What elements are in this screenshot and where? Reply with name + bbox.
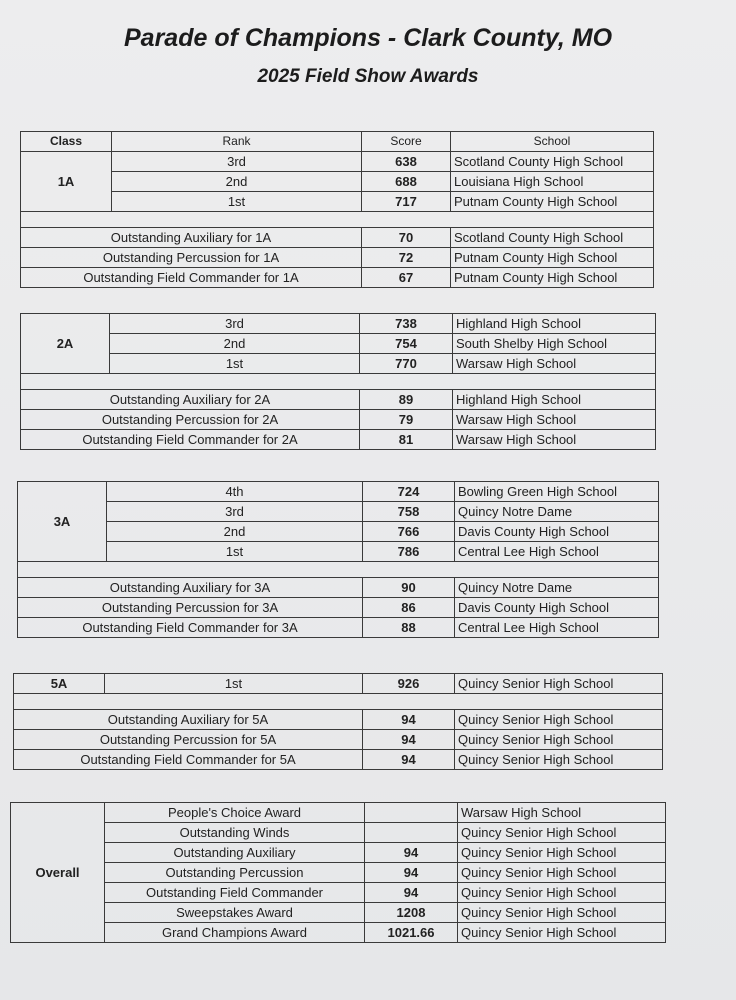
award-name-cell: Outstanding Percussion for 1A (21, 248, 362, 268)
table-row (21, 430, 656, 450)
header-class: Class (21, 132, 112, 152)
school-cell: Quincy Senior High School (458, 923, 666, 943)
award-name-cell: Outstanding Field Commander for 1A (21, 268, 362, 288)
score-cell: 766 (363, 522, 455, 542)
rank-cell: 2nd (110, 334, 360, 354)
rank-cell: 1st (112, 192, 362, 212)
table-row (14, 730, 663, 750)
award-name-cell: Outstanding Winds (105, 823, 365, 843)
table-row (18, 542, 659, 562)
table-1a (20, 131, 654, 288)
school-cell: Scotland County High School (451, 228, 654, 248)
school-cell: Putnam County High School (451, 268, 654, 288)
school-cell: Quincy Senior High School (458, 903, 666, 923)
table-row (21, 314, 656, 334)
table-row (11, 883, 666, 903)
school-cell: Highland High School (453, 390, 656, 410)
table-2a (20, 313, 656, 450)
table-row (18, 522, 659, 542)
award-name-cell: Outstanding Percussion for 5A (14, 730, 363, 750)
school-cell: Quincy Senior High School (455, 730, 663, 750)
award-name-cell: Outstanding Percussion for 2A (21, 410, 360, 430)
table-row (21, 268, 654, 288)
page-title: Parade of Champions - Clark County, MO (123, 24, 613, 52)
school-cell: Quincy Senior High School (455, 710, 663, 730)
score-cell: 86 (363, 598, 455, 618)
table-row (21, 152, 654, 172)
school-cell: Quincy Senior High School (458, 883, 666, 903)
score-cell: 717 (362, 192, 451, 212)
class-label: 2A (21, 314, 110, 374)
school-cell: Warsaw High School (453, 430, 656, 450)
rank-cell: 4th (107, 482, 363, 502)
school-cell: Quincy Notre Dame (455, 578, 659, 598)
score-cell: 94 (365, 883, 458, 903)
school-cell: Warsaw High School (453, 410, 656, 430)
school-cell: Bowling Green High School (455, 482, 659, 502)
school-cell: Scotland County High School (451, 152, 654, 172)
table-row (18, 502, 659, 522)
table-5a (13, 673, 663, 770)
award-name-cell: Outstanding Field Commander for 2A (21, 430, 360, 450)
school-cell: Putnam County High School (451, 192, 654, 212)
award-name-cell: Outstanding Auxiliary (105, 843, 365, 863)
class-label: 3A (18, 482, 107, 562)
score-cell: 90 (363, 578, 455, 598)
spacer-cell (18, 562, 659, 578)
header-score: Score (362, 132, 451, 152)
school-cell: Warsaw High School (458, 803, 666, 823)
table-row (18, 598, 659, 618)
spacer-cell (14, 694, 663, 710)
table-row (18, 482, 659, 502)
score-cell: 67 (362, 268, 451, 288)
table-row (11, 843, 666, 863)
table-row (18, 578, 659, 598)
score-cell: 94 (363, 750, 455, 770)
award-name-cell: Outstanding Auxiliary for 3A (18, 578, 363, 598)
school-cell: Highland High School (453, 314, 656, 334)
award-name-cell: Sweepstakes Award (105, 903, 365, 923)
score-cell: 81 (360, 430, 453, 450)
score-cell: 688 (362, 172, 451, 192)
class-label: 1A (21, 152, 112, 212)
table-row (21, 390, 656, 410)
award-name-cell: Grand Champions Award (105, 923, 365, 943)
table-row (18, 618, 659, 638)
class-label: 5A (14, 674, 105, 694)
header-row (21, 132, 654, 152)
spacer-row (18, 562, 659, 578)
score-cell: 926 (363, 674, 455, 694)
school-cell: South Shelby High School (453, 334, 656, 354)
table-row (11, 823, 666, 843)
school-cell: Quincy Notre Dame (455, 502, 659, 522)
score-cell: 70 (362, 228, 451, 248)
table-row (11, 923, 666, 943)
score-cell: 89 (360, 390, 453, 410)
rank-cell: 1st (110, 354, 360, 374)
award-name-cell: Outstanding Percussion (105, 863, 365, 883)
school-cell: Louisiana High School (451, 172, 654, 192)
school-cell: Quincy Senior High School (458, 863, 666, 883)
spacer-row (14, 694, 663, 710)
score-cell: 754 (360, 334, 453, 354)
award-name-cell: Outstanding Auxiliary for 2A (21, 390, 360, 410)
table-row (11, 863, 666, 883)
page-subtitle: 2025 Field Show Awards (257, 66, 479, 87)
school-cell: Davis County High School (455, 598, 659, 618)
table-row (14, 750, 663, 770)
score-cell (365, 803, 458, 823)
score-cell: 88 (363, 618, 455, 638)
award-name-cell: People's Choice Award (105, 803, 365, 823)
rank-cell: 1st (107, 542, 363, 562)
score-cell: 94 (365, 863, 458, 883)
score-cell (365, 823, 458, 843)
table-row (14, 710, 663, 730)
spacer-row (21, 212, 654, 228)
table-row (21, 248, 654, 268)
score-cell: 638 (362, 152, 451, 172)
table-row (11, 803, 666, 823)
school-cell: Davis County High School (455, 522, 659, 542)
score-cell: 758 (363, 502, 455, 522)
school-cell: Quincy Senior High School (458, 823, 666, 843)
award-name-cell: Outstanding Auxiliary for 1A (21, 228, 362, 248)
table-row (21, 172, 654, 192)
rank-cell: 2nd (112, 172, 362, 192)
header-rank: Rank (112, 132, 362, 152)
award-name-cell: Outstanding Auxiliary for 5A (14, 710, 363, 730)
table-row (14, 674, 663, 694)
school-cell: Central Lee High School (455, 542, 659, 562)
score-cell: 786 (363, 542, 455, 562)
rank-cell: 2nd (107, 522, 363, 542)
spacer-row (21, 374, 656, 390)
table-3a (17, 481, 659, 638)
table-row (11, 903, 666, 923)
award-name-cell: Outstanding Field Commander for 3A (18, 618, 363, 638)
table-row (21, 192, 654, 212)
award-name-cell: Outstanding Field Commander (105, 883, 365, 903)
score-cell: 724 (363, 482, 455, 502)
table-row (21, 410, 656, 430)
score-cell: 738 (360, 314, 453, 334)
score-cell: 72 (362, 248, 451, 268)
rank-cell: 3rd (110, 314, 360, 334)
rank-cell: 3rd (112, 152, 362, 172)
header-school: School (451, 132, 654, 152)
award-name-cell: Outstanding Field Commander for 5A (14, 750, 363, 770)
school-cell: Quincy Senior High School (455, 674, 663, 694)
score-cell: 1208 (365, 903, 458, 923)
spacer-cell (21, 374, 656, 390)
table-row (21, 334, 656, 354)
score-cell: 770 (360, 354, 453, 374)
school-cell: Quincy Senior High School (458, 843, 666, 863)
score-cell: 1021.66 (365, 923, 458, 943)
score-cell: 94 (363, 710, 455, 730)
spacer-cell (21, 212, 654, 228)
overall-label: Overall (11, 803, 105, 943)
school-cell: Quincy Senior High School (455, 750, 663, 770)
table-row (21, 354, 656, 374)
school-cell: Putnam County High School (451, 248, 654, 268)
score-cell: 79 (360, 410, 453, 430)
rank-cell: 3rd (107, 502, 363, 522)
score-cell: 94 (365, 843, 458, 863)
award-name-cell: Outstanding Percussion for 3A (18, 598, 363, 618)
table-row (21, 228, 654, 248)
table-overall (10, 802, 666, 943)
score-cell: 94 (363, 730, 455, 750)
school-cell: Central Lee High School (455, 618, 659, 638)
rank-cell: 1st (105, 674, 363, 694)
school-cell: Warsaw High School (453, 354, 656, 374)
